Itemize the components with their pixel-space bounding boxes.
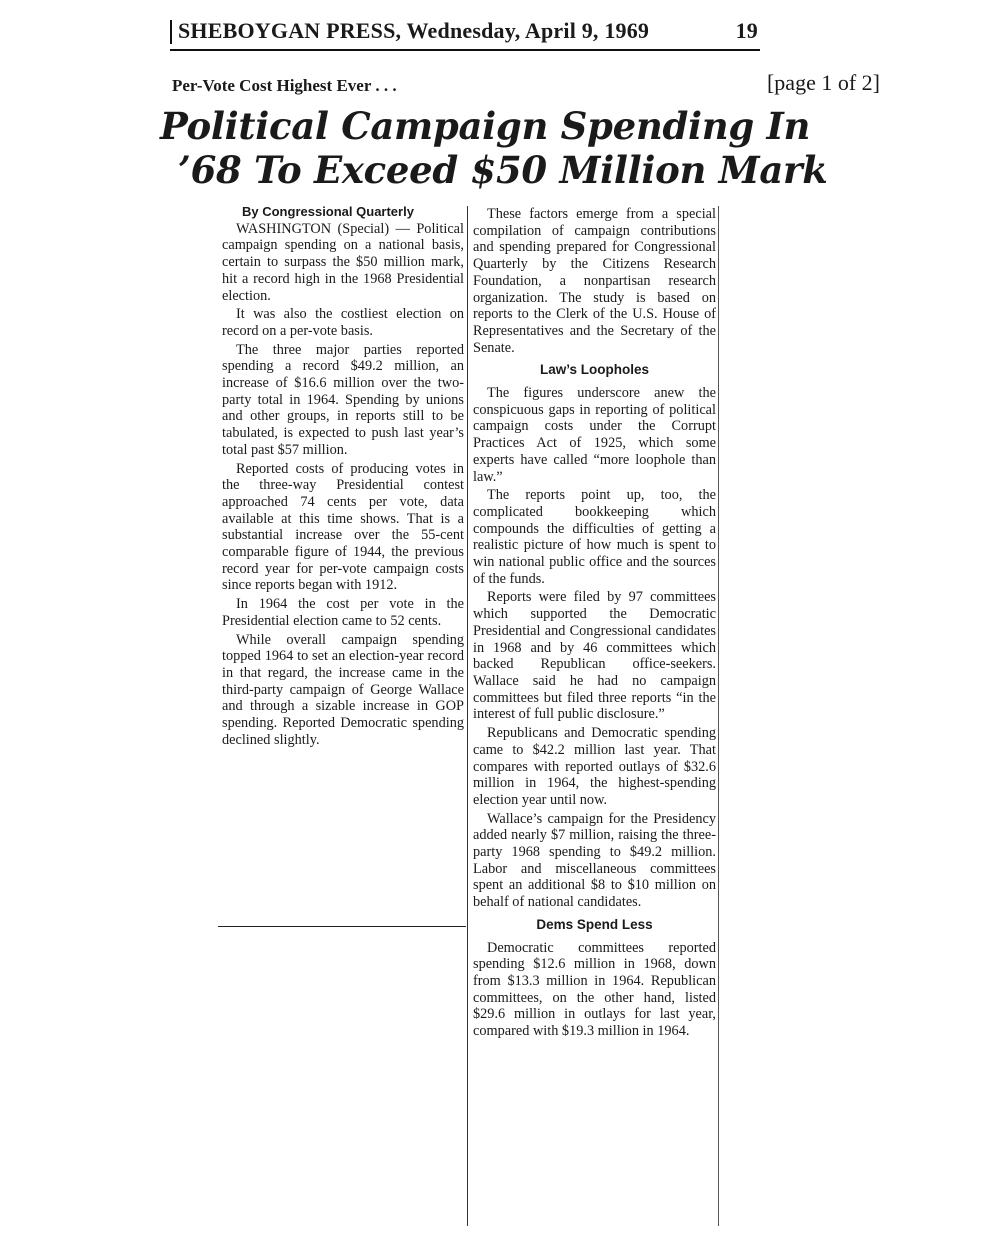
masthead-text: SHEBOYGAN PRESS, Wednesday, April 9, 1969 (178, 18, 650, 43)
page-number: 19 (735, 18, 758, 43)
subhead-dems-spend-less: Dems Spend Less (536, 916, 653, 932)
paragraph: WASHINGTON (Special) — Political campaign spending on a national basis, certain to surpass the $50 million mark, hit a record high in the 1968 Presidential election. (222, 220, 464, 304)
headline (160, 104, 840, 192)
headline-line-2: ’68 To Exceed $50 Million Mark (178, 148, 828, 192)
headline-line-1: Political Campaign Spending In (160, 104, 811, 148)
column-end-rule (218, 926, 466, 927)
paragraph: Democratic committees reported spending $12.6 million in 1968, down from $13.3 million in 1964. Republican committees, on the other hand, listed $29.6 million in outlays for last year, compared with $19.3 million in 1964. (473, 939, 716, 1040)
paragraph: Wallace’s campaign for the Presidency added nearly $7 million, raising the three-party 1968 spending to $49.2 million. Labor and miscellaneous committees spent an additional $8 to $10 million on behalf of national candidates. (473, 810, 716, 911)
kicker: Per-Vote Cost Highest Ever . . . (172, 76, 397, 95)
article-column-1 (222, 204, 464, 751)
paragraph: Republicans and Democratic spending came to $42.2 million last year. That compares with reported outlays of $32.6 million in 1964, the highest-spending election year until now. (473, 725, 716, 808)
subhead-laws-loopholes: Law’s Loopholes (539, 362, 649, 378)
paragraph: Reports were filed by 97 committees which supported the Democratic Presidential and Congressional candidates in 1968 and by 46 committees which backed Republican office-seekers. Wallace said he had no campaign committees but filed three reports “in the interest of full public disclosure.” (473, 589, 716, 723)
paragraph: It was also the costliest election on record on a per-vote basis. (222, 306, 464, 339)
paragraph: While overall campaign spending topped 1964 to set an election-year record in that regard, the increase came in the third-party campaign of George Wallace and through a sizable increase in GOP spending. Reported Democratic spending declined slightly. (222, 631, 464, 748)
paragraph: Reported costs of producing votes in the three-way Presidential contest approached 74 cents per vote, data available at this time shows. That is a substantial increase over the 55-cent comparable figure of 1944, the previous record year for per-vote campaign costs since reports began with 1912. (222, 460, 464, 594)
paragraph: The reports point up, too, the complicated bookkeeping which compounds the difficulties of getting a realistic picture of how much is spent to win national public office and the sources of the funds. (473, 487, 716, 587)
byline: By Congressional Quarterly (242, 204, 414, 219)
masthead (170, 16, 760, 50)
column-right-rule (718, 206, 719, 1226)
column-divider (467, 206, 468, 1226)
paragraph: In 1964 the cost per vote in the Presidential election came to 52 cents. (222, 596, 464, 629)
masthead-rule (170, 49, 760, 51)
article-column-2 (473, 206, 716, 1042)
masthead-bar (170, 20, 172, 44)
paragraph: The figures underscore anew the conspicuous gaps in reporting of political campaign costs under the Corrupt Practices Act of 1925, which some experts have called “more loophole than law.” (473, 385, 716, 485)
paragraph: The three major parties reported spending a record $49.2 million, an increase of $16.6 million over the two-party total in 1964. Spending by unions and other groups, in reports still to be tabulated, is expected to push last year’s total past $57 million. (222, 341, 464, 458)
page-marker: [page 1 of 2] (766, 70, 880, 95)
paragraph: These factors emerge from a special compilation of campaign contributions and spending prepared for Congressional Quarterly by the Citizens Research Foundation, a nonpartisan research organization. The study is based on reports to the Clerk of the U.S. House of Representatives and the Secretary of the Senate. (473, 206, 716, 356)
